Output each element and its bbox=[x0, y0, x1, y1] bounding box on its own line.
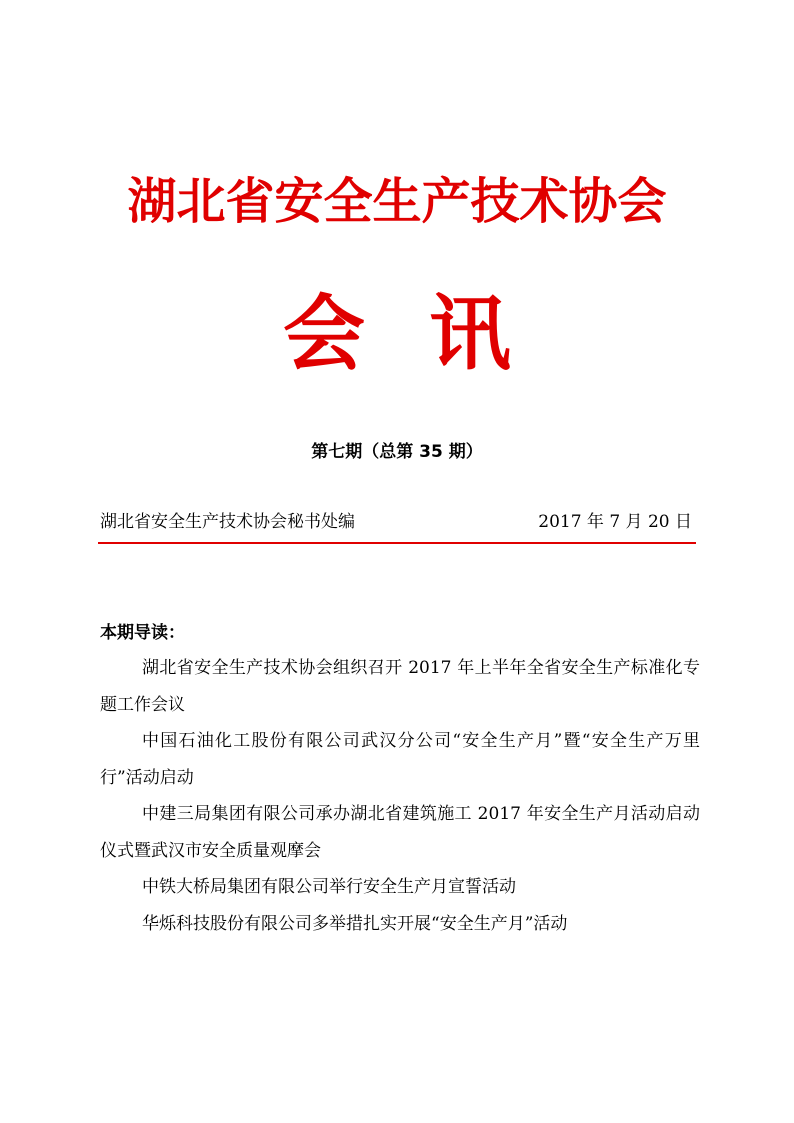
organization-title: 湖北省安全生产技术协会 bbox=[127, 173, 667, 230]
toc-item: 华烁科技股份有限公司多举措扎实开展“安全生产月”活动 bbox=[142, 913, 568, 934]
toc-heading: 本期导读： bbox=[100, 623, 185, 643]
toc-item: 中铁大桥局集团有限公司举行安全生产月宣誓活动 bbox=[142, 877, 516, 897]
toc-item: 湖北省安全生产技术协会组织召开 2017 年上半年全省安全生产标准化专题工作会议 bbox=[100, 658, 700, 715]
issue-number: 第七期（总第 35 期） bbox=[311, 442, 483, 462]
toc-item: 中建三局集团有限公司承办湖北省建筑施工 2017 年安全生产月活动启动仪式暨武汉市安全质量观摩会 bbox=[100, 804, 700, 861]
toc-item: 中国石油化工股份有限公司武汉分公司“安全生产月”暨“安全生产万里行”活动启动 bbox=[100, 731, 700, 788]
editor-credit: 湖北省安全生产技术协会秘书处编 bbox=[100, 512, 355, 532]
masthead-divider bbox=[98, 542, 696, 544]
publication-date: 2017 年 7 月 20 日 bbox=[538, 512, 692, 532]
masthead-meta-row bbox=[100, 508, 696, 536]
newsletter-title: 会讯 bbox=[282, 287, 575, 382]
toc-list bbox=[100, 650, 700, 942]
